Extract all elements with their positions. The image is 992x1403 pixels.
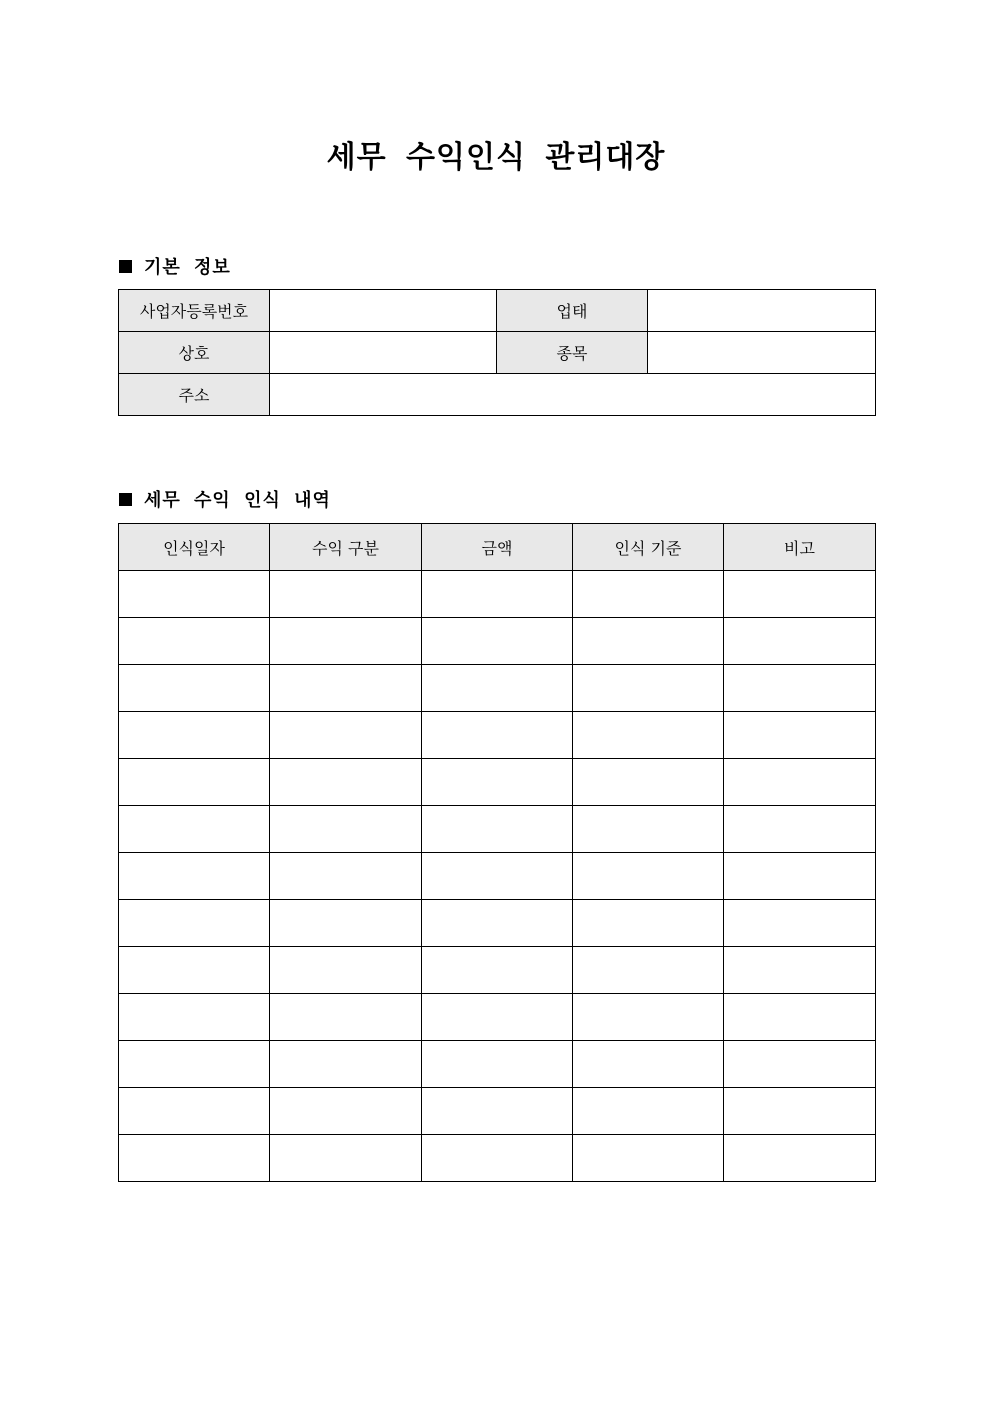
recognition-basis-cell[interactable] (573, 1041, 724, 1088)
amount-cell[interactable] (422, 759, 573, 806)
recognition-basis-cell[interactable] (573, 759, 724, 806)
ledger-body (119, 571, 876, 1182)
amount-cell[interactable] (422, 712, 573, 759)
remarks-cell[interactable] (724, 853, 876, 900)
square-bullet-icon (119, 493, 132, 506)
remarks-cell[interactable] (724, 994, 876, 1041)
remarks-cell[interactable] (724, 947, 876, 994)
table-row (119, 759, 876, 806)
recognition-date-cell[interactable] (119, 1135, 270, 1182)
recognition-date-cell[interactable] (119, 712, 270, 759)
company-name-label: 상호 (119, 332, 270, 374)
recognition-date-cell[interactable] (119, 1088, 270, 1135)
recognition-date-cell[interactable] (119, 806, 270, 853)
revenue-ledger-table (118, 523, 876, 1182)
recognition-basis-cell[interactable] (573, 853, 724, 900)
amount-cell[interactable] (422, 853, 573, 900)
revenue-type-cell[interactable] (270, 618, 422, 665)
revenue-type-cell[interactable] (270, 853, 422, 900)
recognition-basis-cell[interactable] (573, 1135, 724, 1182)
table-row (119, 994, 876, 1041)
column-header-recognition-date: 인식일자 (119, 524, 270, 571)
table-row (119, 618, 876, 665)
basic-info-heading-text: 기본 정보 (144, 257, 231, 278)
recognition-date-cell[interactable] (119, 759, 270, 806)
remarks-cell[interactable] (724, 1135, 876, 1182)
column-header-revenue-type: 수익 구분 (270, 524, 422, 571)
column-header-remarks: 비고 (724, 524, 876, 571)
recognition-date-cell[interactable] (119, 947, 270, 994)
revenue-details-heading-text: 세무 수익 인식 내역 (144, 490, 331, 511)
recognition-basis-cell[interactable] (573, 947, 724, 994)
revenue-details-heading (119, 486, 331, 512)
recognition-date-cell[interactable] (119, 618, 270, 665)
remarks-cell[interactable] (724, 571, 876, 618)
remarks-cell[interactable] (724, 618, 876, 665)
info-row (119, 332, 876, 374)
recognition-basis-cell[interactable] (573, 900, 724, 947)
table-row (119, 571, 876, 618)
square-bullet-icon (119, 260, 132, 273)
amount-cell[interactable] (422, 618, 573, 665)
recognition-date-cell[interactable] (119, 994, 270, 1041)
recognition-basis-cell[interactable] (573, 712, 724, 759)
recognition-basis-cell[interactable] (573, 806, 724, 853)
table-row (119, 947, 876, 994)
page-title: 세무 수익인식 관리대장 (326, 140, 666, 175)
basic-info-table (118, 289, 876, 416)
business-type-label: 업태 (497, 290, 648, 332)
revenue-type-cell[interactable] (270, 712, 422, 759)
revenue-type-cell[interactable] (270, 947, 422, 994)
table-row (119, 1135, 876, 1182)
table-row (119, 1041, 876, 1088)
business-item-field[interactable] (648, 332, 876, 374)
remarks-cell[interactable] (724, 665, 876, 712)
table-row (119, 665, 876, 712)
revenue-type-cell[interactable] (270, 806, 422, 853)
table-row (119, 806, 876, 853)
remarks-cell[interactable] (724, 1041, 876, 1088)
info-row (119, 290, 876, 332)
revenue-type-cell[interactable] (270, 994, 422, 1041)
revenue-type-cell[interactable] (270, 1135, 422, 1182)
address-field[interactable] (270, 374, 876, 416)
table-row (119, 1088, 876, 1135)
recognition-date-cell[interactable] (119, 665, 270, 712)
remarks-cell[interactable] (724, 900, 876, 947)
revenue-type-cell[interactable] (270, 571, 422, 618)
amount-cell[interactable] (422, 1135, 573, 1182)
recognition-basis-cell[interactable] (573, 618, 724, 665)
table-row (119, 900, 876, 947)
recognition-date-cell[interactable] (119, 900, 270, 947)
company-name-field[interactable] (270, 332, 497, 374)
recognition-date-cell[interactable] (119, 1041, 270, 1088)
info-row (119, 374, 876, 416)
remarks-cell[interactable] (724, 759, 876, 806)
recognition-date-cell[interactable] (119, 853, 270, 900)
revenue-type-cell[interactable] (270, 900, 422, 947)
business-reg-no-field[interactable] (270, 290, 497, 332)
revenue-type-cell[interactable] (270, 759, 422, 806)
remarks-cell[interactable] (724, 806, 876, 853)
table-row (119, 712, 876, 759)
address-label: 주소 (119, 374, 270, 416)
amount-cell[interactable] (422, 947, 573, 994)
table-row (119, 853, 876, 900)
amount-cell[interactable] (422, 994, 573, 1041)
amount-cell[interactable] (422, 806, 573, 853)
remarks-cell[interactable] (724, 1088, 876, 1135)
amount-cell[interactable] (422, 1041, 573, 1088)
revenue-type-cell[interactable] (270, 1041, 422, 1088)
remarks-cell[interactable] (724, 712, 876, 759)
basic-info-heading (119, 253, 231, 279)
column-header-amount: 금액 (422, 524, 573, 571)
business-item-label: 종목 (497, 332, 648, 374)
recognition-basis-cell[interactable] (573, 571, 724, 618)
business-reg-no-label: 사업자등록번호 (119, 290, 270, 332)
revenue-type-cell[interactable] (270, 665, 422, 712)
amount-cell[interactable] (422, 665, 573, 712)
column-header-recognition-basis: 인식 기준 (573, 524, 724, 571)
recognition-date-cell[interactable] (119, 571, 270, 618)
amount-cell[interactable] (422, 1088, 573, 1135)
recognition-basis-cell[interactable] (573, 994, 724, 1041)
recognition-basis-cell[interactable] (573, 665, 724, 712)
ledger-header-row (119, 524, 876, 571)
revenue-type-cell[interactable] (270, 1088, 422, 1135)
amount-cell[interactable] (422, 571, 573, 618)
recognition-basis-cell[interactable] (573, 1088, 724, 1135)
amount-cell[interactable] (422, 900, 573, 947)
business-type-field[interactable] (648, 290, 876, 332)
